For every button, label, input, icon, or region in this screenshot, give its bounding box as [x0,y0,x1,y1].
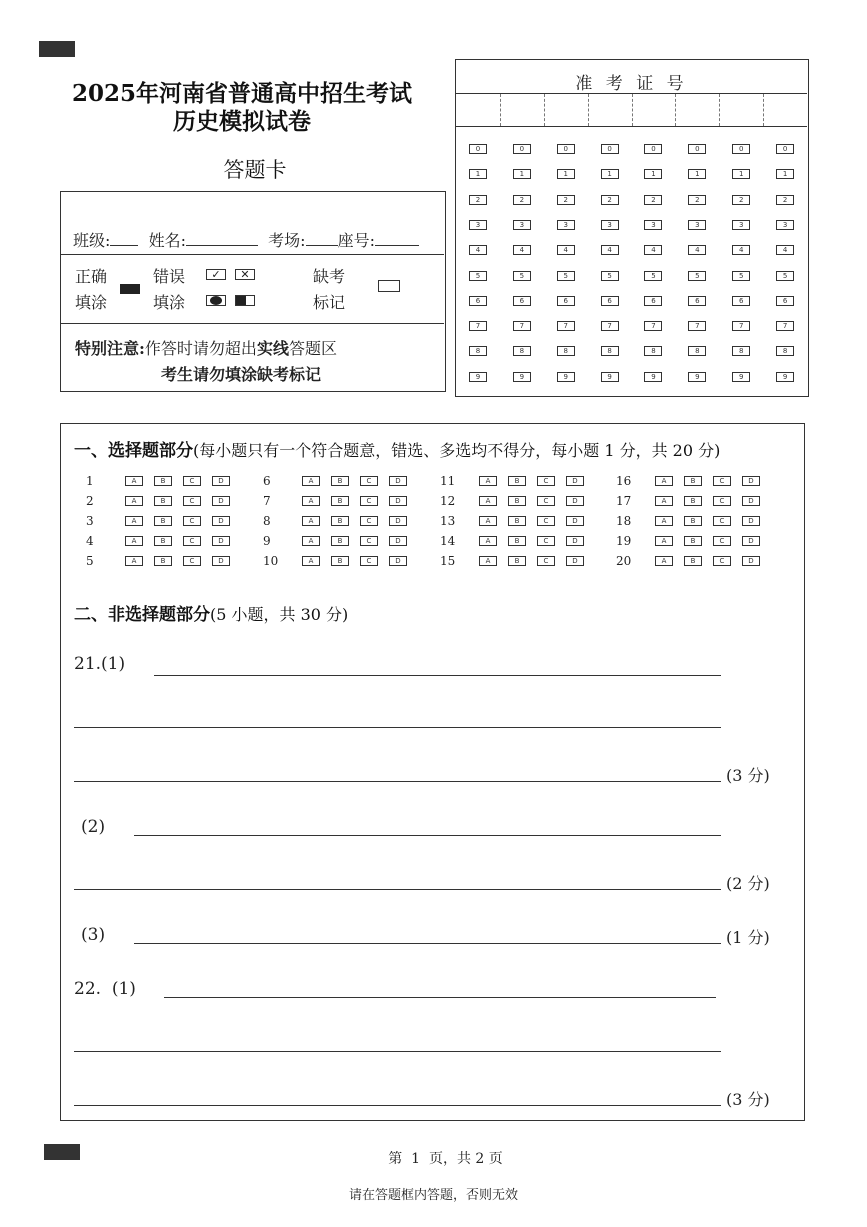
notice-line-1 [75,336,337,359]
admission-digit-bubble[interactable]: 2 [644,195,662,205]
admission-digit-bubble[interactable]: 7 [469,321,487,331]
correct-fill-example [120,284,140,294]
admission-digit-bubble[interactable]: 7 [557,321,575,331]
q21-part1-label [74,654,125,674]
admission-digit-cell[interactable] [589,95,631,125]
admission-digit-bubble[interactable]: 7 [513,321,531,331]
page-number: 第 1 页，共 2 页 [388,1151,503,1167]
notice-text-2: 答题区 [288,339,337,358]
answer-card-label: 答题卡 [223,158,287,182]
mc-option-bubble[interactable]: B [684,536,702,546]
mc-option-bubble[interactable]: D [212,476,230,486]
corner-marker-top [39,41,75,57]
mc-option-bubble[interactable]: C [183,496,201,506]
admission-digit-bubble[interactable]: 0 [469,144,487,154]
admission-digit-bubble[interactable]: 0 [601,144,619,154]
mc-option-bubble[interactable]: C [713,536,731,546]
mc-option-bubble[interactable]: B [331,476,349,486]
mc-question-number: 7 [263,494,271,508]
q22-answer-line[interactable] [164,997,716,998]
admission-digit-cell[interactable] [633,95,675,125]
admission-digit-bubble[interactable]: 4 [688,245,706,255]
admission-digit-bubble[interactable]: 2 [557,195,575,205]
mc-option-bubble[interactable]: B [508,536,526,546]
admission-digit-cell[interactable] [720,95,762,125]
mc-option-bubble[interactable]: D [742,536,760,546]
mc-option-bubble[interactable]: A [479,536,497,546]
admission-digit-bubble[interactable]: 3 [776,220,794,230]
class-field[interactable] [110,231,138,246]
divider [456,126,807,127]
admission-digit-bubble[interactable]: 4 [557,245,575,255]
admission-digit-bubble[interactable]: 2 [776,195,794,205]
mc-option-bubble[interactable]: D [212,536,230,546]
seat-field[interactable] [375,231,419,246]
admission-digit-bubble[interactable]: 1 [601,169,619,179]
admission-digit-bubble[interactable]: 8 [644,346,662,356]
mc-option-bubble[interactable]: A [302,536,320,546]
mc-option-bubble[interactable]: B [684,556,702,566]
correct-label-2: 填涂 [75,293,108,312]
mc-option-bubble[interactable]: D [212,516,230,526]
mc-option-bubble[interactable]: C [537,496,555,506]
mc-option-bubble[interactable]: C [713,476,731,486]
mc-option-bubble[interactable]: D [566,536,584,546]
mc-option-bubble[interactable]: D [389,496,407,506]
notice-text-1: 作答时请勿超出 [144,339,257,358]
mc-option-bubble[interactable]: A [125,516,143,526]
mc-option-bubble[interactable]: D [742,496,760,506]
mc-option-bubble[interactable]: A [655,536,673,546]
mc-option-bubble[interactable]: C [360,516,378,526]
admission-digit-bubble[interactable]: 5 [732,271,750,281]
admission-digit-bubble[interactable]: 6 [688,296,706,306]
section2-title: 二、非选择题部分 [74,605,210,625]
mc-option-bubble[interactable]: C [537,536,555,546]
admission-digit-bubble[interactable]: 5 [644,271,662,281]
admission-digit-bubble[interactable]: 5 [557,271,575,281]
q21-part3-score: (1 分) [726,928,770,947]
mc-option-bubble[interactable]: A [125,476,143,486]
admission-digit-bubble[interactable]: 5 [513,271,531,281]
notice-emphasis: 实线 [256,339,289,358]
q21-part1-score: (3 分) [726,766,770,785]
mc-option-bubble[interactable]: B [154,536,172,546]
mc-option-bubble[interactable]: B [154,556,172,566]
mc-option-bubble[interactable]: C [537,556,555,566]
admission-digit-bubble[interactable]: 0 [644,144,662,154]
notice-line-2: 考生请勿填涂缺考标记 [161,365,322,384]
admission-digit-bubble[interactable]: 0 [732,144,750,154]
admission-digit-bubble[interactable]: 0 [776,144,794,154]
mc-option-bubble[interactable]: C [183,516,201,526]
mc-option-bubble[interactable]: A [125,496,143,506]
admission-digit-bubble[interactable]: 8 [557,346,575,356]
admission-digit-bubble[interactable]: 8 [688,346,706,356]
admission-digit-bubble[interactable]: 3 [557,220,575,230]
q22-part1: (1) [111,979,136,999]
mc-question-number: 9 [263,534,271,548]
admission-digit-bubble[interactable]: 1 [732,169,750,179]
mc-option-bubble[interactable]: C [183,556,201,566]
admission-digit-bubble[interactable]: 8 [776,346,794,356]
admission-digit-bubble[interactable]: 4 [776,245,794,255]
section1-title: 一、选择题部分 [74,441,193,461]
admission-digit-bubble[interactable]: 1 [644,169,662,179]
mc-option-bubble[interactable]: C [183,536,201,546]
q22-part1-label [74,979,136,999]
admission-digit-bubble[interactable]: 7 [644,321,662,331]
admission-digit-cell[interactable] [764,95,806,125]
mc-option-bubble[interactable]: D [742,476,760,486]
admission-digit-bubble[interactable]: 1 [688,169,706,179]
mc-question-number: 13 [440,514,456,528]
mc-option-bubble[interactable]: B [331,556,349,566]
room-field[interactable] [306,231,338,246]
admission-digit-cell[interactable] [501,95,543,125]
exam-title-line1: 2025年河南省普通高中招生考试 [71,80,412,107]
absent-mark-box[interactable] [378,280,400,292]
section1-note: (每小题只有一个符合题意，错选、多选均不得分，每小题 1 分，共 20 分) [193,441,721,460]
mc-option-bubble[interactable]: B [331,496,349,506]
mc-option-bubble[interactable]: A [655,496,673,506]
mc-option-bubble[interactable]: D [566,516,584,526]
mc-option-bubble[interactable]: B [331,536,349,546]
admission-digit-bubble[interactable]: 9 [688,372,706,382]
footer-warning: 请在答题框内答题，否则无效 [348,1188,518,1203]
admission-digit-bubble[interactable]: 8 [601,346,619,356]
room-label: 考场: [268,231,306,250]
admission-digit-bubble[interactable]: 9 [557,372,575,382]
mc-question-number: 5 [86,554,94,568]
admission-digit-bubble[interactable]: 4 [601,245,619,255]
mc-question-number: 12 [440,494,456,508]
admission-digit-bubble[interactable]: 6 [513,296,531,306]
mc-option-bubble[interactable]: A [302,516,320,526]
mc-option-bubble[interactable]: A [302,476,320,486]
admission-digit-bubble[interactable]: 9 [732,372,750,382]
q21-answer-line[interactable] [134,835,721,836]
mc-option-bubble[interactable]: A [655,476,673,486]
mc-question-number: 17 [616,494,632,508]
mc-option-bubble[interactable]: C [360,496,378,506]
section2-note: (5 小题，共 30 分) [210,605,349,624]
mc-question-number: 14 [440,534,456,548]
admission-digit-bubble[interactable]: 6 [601,296,619,306]
divider [61,323,444,324]
exam-title-line2: 历史模拟试卷 [173,108,311,135]
wrong-fill-check-icon: ✓ [206,269,226,280]
admission-digit-bubble[interactable]: 5 [469,271,487,281]
admission-digit-bubble[interactable]: 9 [513,372,531,382]
mc-question-number: 2 [86,494,94,508]
mc-option-bubble[interactable]: B [684,476,702,486]
admission-number-box [455,59,809,397]
mc-option-bubble[interactable]: A [479,476,497,486]
absent-label-1: 缺考 [313,267,346,286]
mc-option-bubble[interactable]: A [479,516,497,526]
admission-digit-bubble[interactable]: 8 [469,346,487,356]
admission-digit-bubble[interactable]: 6 [557,296,575,306]
mc-question-number: 15 [440,554,456,568]
mc-option-bubble[interactable]: B [508,496,526,506]
q22-answer-line[interactable] [74,1051,721,1052]
mc-question-number: 10 [263,554,279,568]
admission-digit-cell[interactable] [676,95,718,125]
admission-digit-bubble[interactable]: 0 [688,144,706,154]
admission-digit-bubble[interactable]: 2 [513,195,531,205]
admission-digit-bubble[interactable]: 3 [513,220,531,230]
mc-question-number: 16 [616,474,632,488]
admission-digit-bubble[interactable]: 1 [776,169,794,179]
mc-option-bubble[interactable]: B [154,516,172,526]
mc-option-bubble[interactable]: D [212,556,230,566]
mc-option-bubble[interactable]: A [479,556,497,566]
admission-digit-bubble[interactable]: 6 [732,296,750,306]
mc-option-bubble[interactable]: A [479,496,497,506]
mc-option-bubble[interactable]: D [566,476,584,486]
q21-part1: (1) [101,654,126,674]
mc-option-bubble[interactable]: B [508,516,526,526]
mc-question-number: 11 [440,474,456,488]
mc-option-bubble[interactable]: A [302,556,320,566]
mc-option-bubble[interactable]: B [684,516,702,526]
admission-digit-bubble[interactable]: 1 [557,169,575,179]
mc-option-bubble[interactable]: C [713,556,731,566]
admission-digit-bubble[interactable]: 8 [732,346,750,356]
mc-option-bubble[interactable]: B [154,496,172,506]
mc-question-number: 20 [616,554,632,568]
admission-digit-cell[interactable] [457,95,499,125]
admission-digit-bubble[interactable]: 0 [513,144,531,154]
admission-digit-bubble[interactable]: 5 [601,271,619,281]
admission-digit-bubble[interactable]: 1 [469,169,487,179]
absent-label-2: 标记 [313,293,346,312]
mc-option-bubble[interactable]: D [389,556,407,566]
q21-answer-line[interactable] [74,889,721,890]
mc-option-bubble[interactable]: B [331,516,349,526]
mc-option-bubble[interactable]: D [566,556,584,566]
admission-digit-bubble[interactable]: 3 [644,220,662,230]
admission-digit-bubble[interactable]: 7 [601,321,619,331]
mc-option-bubble[interactable]: A [655,556,673,566]
mc-question-number: 6 [263,474,271,488]
q22-answer-line[interactable] [74,1105,721,1106]
admission-digit-bubble[interactable]: 7 [688,321,706,331]
student-fields-row [73,228,419,251]
admission-digit-bubble[interactable]: 4 [469,245,487,255]
section1-heading [74,436,720,461]
mc-option-bubble[interactable]: A [655,516,673,526]
mc-question-number: 3 [86,514,94,528]
q21-part2-score: (2 分) [726,874,770,893]
mc-option-bubble[interactable]: C [537,516,555,526]
admission-digit-bubble[interactable]: 7 [776,321,794,331]
admission-digit-bubble[interactable]: 4 [644,245,662,255]
admission-digit-bubble[interactable]: 6 [469,296,487,306]
mc-question-number: 1 [86,474,94,488]
wrong-fill-circle-icon [206,295,226,306]
mc-option-bubble[interactable]: C [360,476,378,486]
admission-digit-bubble[interactable]: 4 [513,245,531,255]
mc-option-bubble[interactable]: C [537,476,555,486]
q21-answer-line[interactable] [154,675,721,676]
admission-digit-bubble[interactable]: 2 [469,195,487,205]
seat-label: 座号: [337,231,375,250]
admission-digit-bubble[interactable]: 2 [732,195,750,205]
section2-heading [74,600,348,625]
admission-digit-bubble[interactable]: 0 [557,144,575,154]
mc-option-bubble[interactable]: A [302,496,320,506]
name-label: 姓名: [148,231,186,250]
mc-option-bubble[interactable]: B [508,476,526,486]
mc-option-bubble[interactable]: A [125,556,143,566]
admission-digit-bubble[interactable]: 6 [776,296,794,306]
wrong-fill-cross-icon: ✕ [235,269,255,280]
q21-answer-line[interactable] [74,781,721,782]
admission-digit-bubble[interactable]: 5 [688,271,706,281]
admission-digit-bubble[interactable]: 2 [601,195,619,205]
mc-question-number: 8 [263,514,271,528]
admission-digit-bubble[interactable]: 9 [601,372,619,382]
wrong-fill-half-icon [235,295,255,306]
mc-option-bubble[interactable]: B [684,496,702,506]
q22-part1-score: (3 分) [726,1090,770,1109]
mc-option-bubble[interactable]: D [389,516,407,526]
q21-part3-label: (3) [81,925,106,945]
name-field[interactable] [186,231,258,246]
mc-option-bubble[interactable]: B [154,476,172,486]
admission-digit-cell[interactable] [545,95,587,125]
main-answer-box [60,423,805,1121]
q22-number: 22. [74,979,102,999]
wrong-label-2: 填涂 [153,293,186,312]
mc-option-bubble[interactable]: D [212,496,230,506]
class-label: 班级: [73,231,111,250]
admission-digit-bubble[interactable]: 5 [776,271,794,281]
mc-option-bubble[interactable]: B [508,556,526,566]
q21-part2-label: (2) [81,817,106,837]
admission-digit-bubble[interactable]: 9 [776,372,794,382]
admission-digit-bubble[interactable]: 9 [469,372,487,382]
mc-question-number: 4 [86,534,94,548]
q21-answer-line[interactable] [134,943,721,944]
admission-digit-bubble[interactable]: 3 [601,220,619,230]
mc-option-bubble[interactable]: C [360,556,378,566]
mc-question-number: 19 [616,534,632,548]
admission-digit-bubble[interactable]: 7 [732,321,750,331]
mc-option-bubble[interactable]: D [389,536,407,546]
admission-digit-bubble[interactable]: 2 [688,195,706,205]
admission-digit-bubble[interactable]: 3 [469,220,487,230]
mc-option-bubble[interactable]: A [125,536,143,546]
mc-option-bubble[interactable]: D [389,476,407,486]
divider [61,254,444,255]
admission-digit-bubble[interactable]: 1 [513,169,531,179]
mc-question-number: 18 [616,514,632,528]
q21-answer-line[interactable] [74,727,721,728]
correct-label-1: 正确 [75,267,108,286]
admission-digit-bubble[interactable]: 3 [732,220,750,230]
student-info-box [60,191,446,392]
wrong-label-1: 错误 [153,267,186,286]
mc-option-bubble[interactable]: C [360,536,378,546]
q21-number: 21. [74,654,102,674]
admission-digit-bubble[interactable]: 9 [644,372,662,382]
notice-prefix: 特别注意: [75,339,145,358]
admission-digit-bubble[interactable]: 3 [688,220,706,230]
mc-option-bubble[interactable]: D [742,516,760,526]
mc-option-bubble[interactable]: C [713,496,731,506]
admission-title: 准 考 证 号 [575,74,688,94]
mc-option-bubble[interactable]: C [183,476,201,486]
admission-digit-bubble[interactable]: 8 [513,346,531,356]
admission-digit-bubble[interactable]: 4 [732,245,750,255]
mc-option-bubble[interactable]: C [713,516,731,526]
mc-option-bubble[interactable]: D [742,556,760,566]
admission-digit-bubble[interactable]: 6 [644,296,662,306]
mc-option-bubble[interactable]: D [566,496,584,506]
